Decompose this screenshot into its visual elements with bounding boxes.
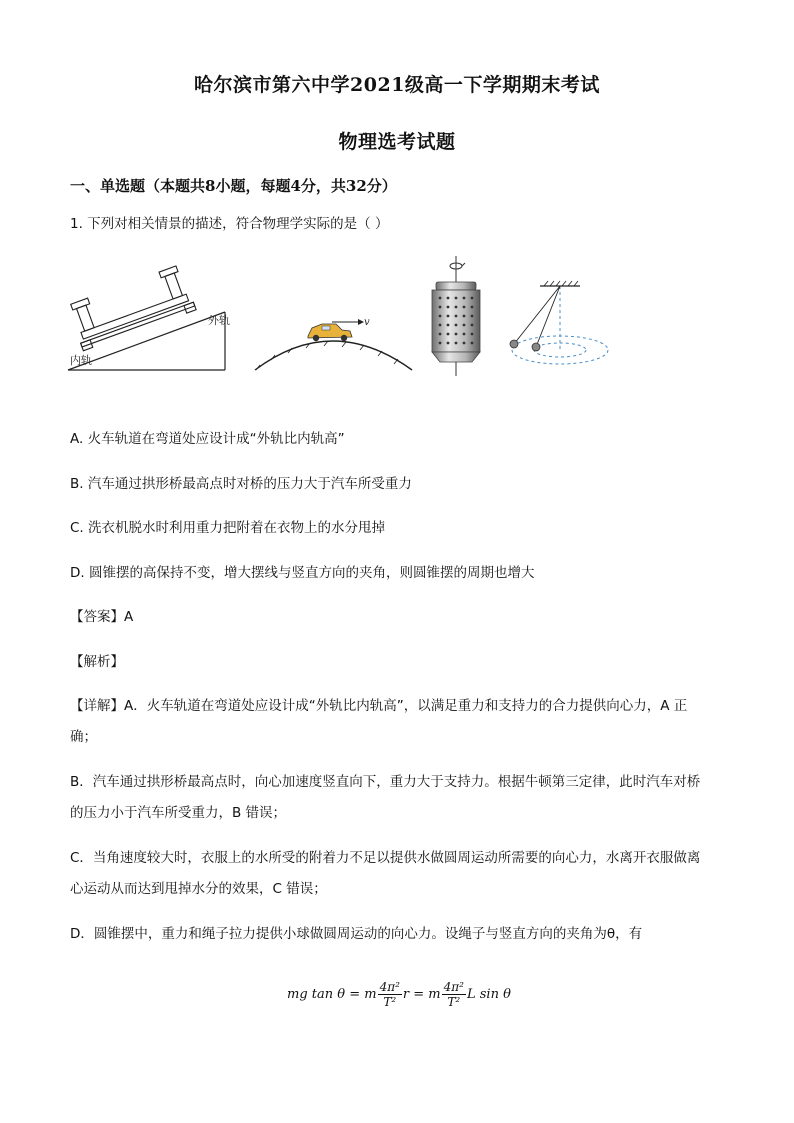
option-c: C. 洗衣机脱水时利用重力把附着在衣物上的水分甩掉: [70, 520, 386, 536]
washing-drum-diagram: [432, 256, 480, 376]
conical-pendulum-diagram: [510, 281, 608, 364]
option-b: B. 汽车通过拱形桥最高点时对桥的压力大于汽车所受重力: [70, 476, 412, 492]
analysis-label: 【解析】: [70, 654, 124, 670]
formula-denominator: T²: [383, 994, 397, 1009]
question-stem: 1. 下列对相关情景的描述，符合物理学实际的是（ ）: [70, 216, 389, 232]
inner-rail-label: 内轨: [70, 354, 92, 367]
outer-rail-label: 外轨: [208, 314, 230, 327]
explanation-line: 的压力小于汽车所受重力，B 错误；: [70, 805, 287, 821]
formula-denominator: T²: [447, 994, 461, 1009]
section-heading: 一、单选题（本题共8小题，每题4分，共32分）: [70, 177, 397, 195]
arch-bridge-diagram: [255, 317, 412, 370]
velocity-label: v: [364, 317, 370, 328]
explanation-line: C．当角速度较大时，衣服上的水所受的附着力不足以提供水做圆周运动所需要的向心力，水离开衣服做离: [70, 850, 701, 866]
period-formula: [287, 970, 527, 1018]
formula-lhs: mg tan θ = m: [287, 986, 377, 1002]
exam-subtitle: 物理选考试题: [338, 131, 456, 153]
explanation-line: B．汽车通过拱形桥最高点时，向心加速度竖直向下，重力大于支持力。根据牛顿第三定律，此时汽车对桥: [70, 774, 701, 790]
rail-track-diagram: [67, 265, 230, 370]
explanation-line: 心运动从而达到甩掉水分的效果，C 错误；: [70, 881, 327, 897]
exam-title: 哈尔滨市第六中学2021级高一下学期期末考试: [194, 74, 600, 96]
option-a: A. 火车轨道在弯道处应设计成“外轨比内轨高”: [70, 431, 345, 447]
explanation-line: 确；: [70, 729, 97, 745]
question-figure: [60, 252, 620, 382]
formula-middle: r = m: [402, 986, 441, 1002]
option-d: D. 圆锥摆的高保持不变，增大摆线与竖直方向的夹角，则圆锥摆的周期也增大: [70, 565, 535, 581]
formula-rhs: L sin θ: [466, 986, 511, 1002]
answer-label: 【答案】A: [70, 609, 134, 625]
explanation-line: 【详解】A．火车轨道在弯道处应设计成“外轨比内轨高”，以满足重力和支持力的合力提供向心力，A 正: [70, 698, 688, 714]
car-icon: [308, 324, 352, 341]
formula-numerator: 4π²: [379, 979, 400, 994]
formula-numerator: 4π²: [443, 979, 464, 994]
explanation-line: D．圆锥摆中，重力和绳子拉力提供小球做圆周运动的向心力。设绳子与竖直方向的夹角为θ，有: [70, 926, 643, 942]
